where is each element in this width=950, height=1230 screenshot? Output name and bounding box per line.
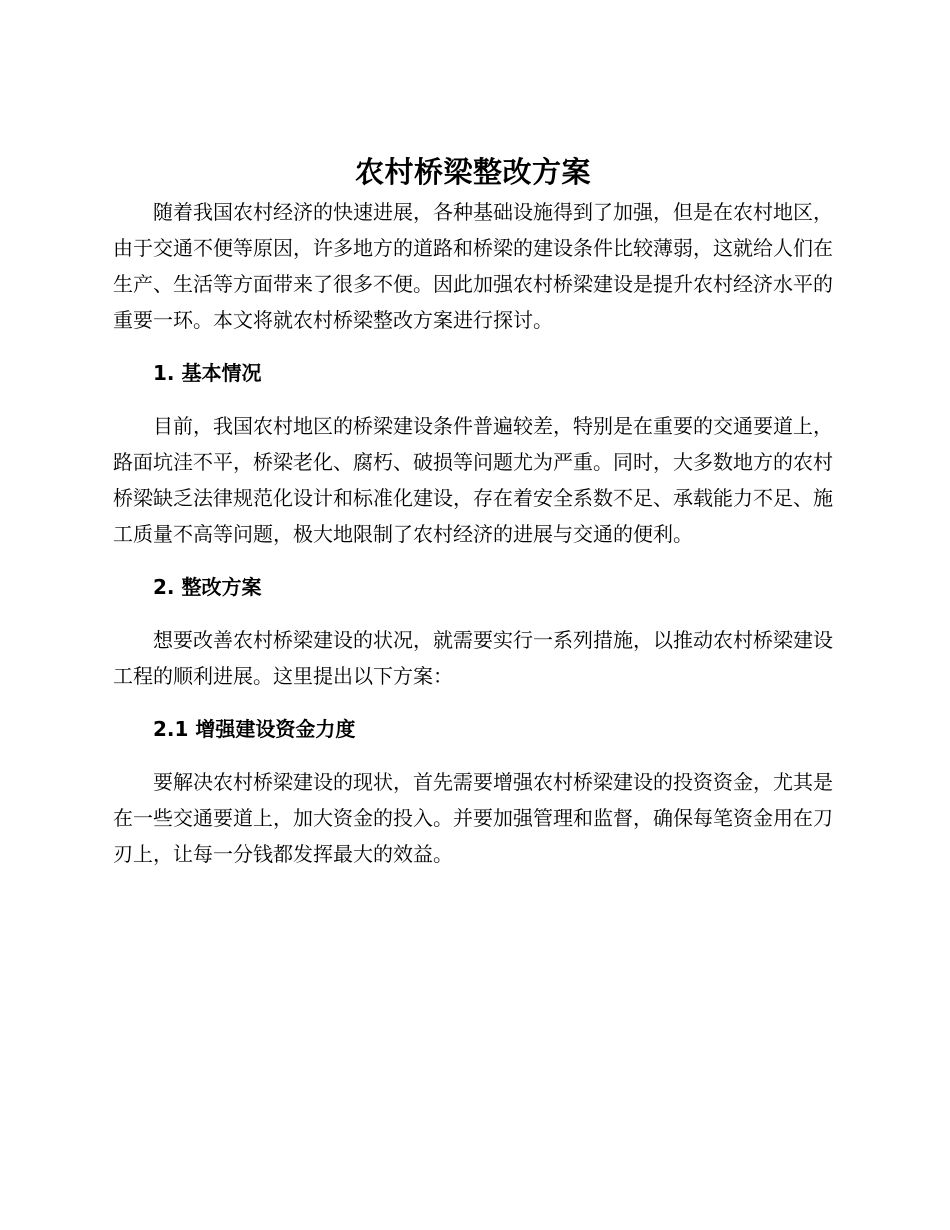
section-heading-basic-situation: 1. 基本情况 xyxy=(153,361,262,385)
spacer xyxy=(113,391,833,408)
spacer xyxy=(113,552,833,569)
section-heading-rectification-plan: 2. 整改方案 xyxy=(153,575,262,599)
intro-paragraph: 随着我国农村经济的快速进展，各种基础设施得到了加强，但是在农村地区，由于交通不便等原因，许多地方的道路和桥梁的建设条件比较薄弱，这就给人们在生产、生活等方面带来了很多不便。因此加强农村桥梁建设是提升农村经济水平的重要一环。本文将就农村桥梁整改方案进行探讨。 xyxy=(113,200,833,332)
document-title: 农村桥梁整改方案 xyxy=(354,155,591,189)
section-body-basic-situation: 目前，我国农村地区的桥梁建设条件普遍较差，特别是在重要的交通要道上，路面坑洼不平，桥梁老化、腐朽、破损等问题尤为严重。同时，大多数地方的农村桥梁缺乏法律规范化设计和标准化建设，存在着安全系数不足、承载能力不足、施工质量不高等问题，极大地限制了农村经济的进展与交通的便利。 xyxy=(113,414,833,546)
document-page xyxy=(113,150,833,872)
section-body-rectification-plan: 想要改善农村桥梁建设的状况，就需要实行一系列措施，以推动农村桥梁建设工程的顺利进展。这里提出以下方案： xyxy=(113,628,833,688)
section-body-funding: 要解决农村桥梁建设的现状，首先需要增强农村桥梁建设的投资资金，尤其是在一些交通要道上，加大资金的投入。并要加强管理和监督，确保每笔资金用在刀刃上，让每一分钱都发挥最大的效益。 xyxy=(113,770,833,866)
spacer xyxy=(113,694,833,711)
section-heading-funding: 2.1 增强建设资金力度 xyxy=(153,717,356,741)
spacer xyxy=(113,747,833,764)
spacer xyxy=(113,605,833,622)
spacer xyxy=(113,338,833,355)
